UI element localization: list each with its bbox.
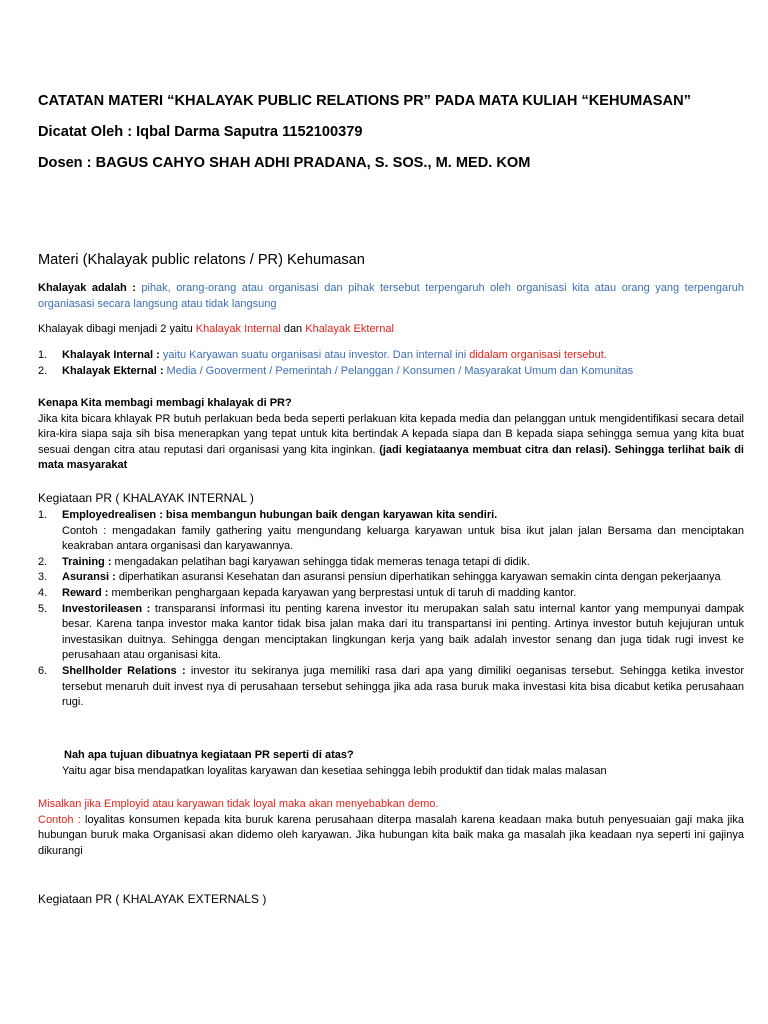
example-block [38, 797, 744, 859]
definition-text: pihak, orang-orang atau organisasi dan pihak tersebut terpengaruh oleh organisasi kita atau orang yang terpengaruh organiasasi secara langsung atau tidak langsung [38, 282, 744, 310]
list-number: 1. [38, 349, 48, 361]
type-text: Media / Gooverment / Pemerintah / Pelanggan / Konsumen / Masyarakat Umum dan Komunitas [163, 364, 634, 377]
types-list [38, 348, 744, 379]
lecturer-line: Dosen : BAGUS CAHYO SHAH ADHI PRADANA, S. SOS., M. MED. KOM [38, 155, 531, 171]
list-number: 3. [38, 571, 48, 584]
activity-example: Contoh : mengadakan family gathering yaitu mengundang keluarga karyawan untuk bisa ikut jalan jalan Bersama dan menciptakan keakraban antara organisasi dan karyawannya. [62, 524, 744, 553]
document-title: CATATAN MATERI “KHALAYAK PUBLIC RELATIONS PR” PADA MATA KULIAH “KEHUMASAN” [38, 93, 691, 109]
why-question: Kenapa Kita membagi membagi khalayak di PR? [38, 397, 292, 409]
division-external: Khalayak Ekternal [305, 323, 394, 335]
division-paragraph [38, 322, 744, 338]
type-text: yaitu Karyawan suatu organisasi atau investor. Dan internal ini [159, 349, 470, 361]
why-paragraph [38, 396, 744, 474]
division-internal: Khalayak Internal [195, 323, 281, 335]
activity-label: Investorileasen : [62, 602, 151, 615]
example-text: loyalitas konsumen kepada kita buruk karena perusahaan diterpa masalah karena keadaan maka butuh penyesuaian gaji maka jika hubungan buruk maka Organisasi akan didemo oleh karyawan. Jika hubungan kita baik maka ga masalah jika keadaan nya seperti ini gajinya dikurangi [38, 813, 744, 857]
list-item [38, 508, 744, 555]
purpose-block [64, 748, 744, 779]
external-activities-title: Kegiataan PR ( KHALAYAK EXTERNALS ) [38, 892, 267, 906]
list-number: 1. [38, 509, 48, 521]
list-number: 2. [38, 555, 48, 568]
purpose-answer: Yaitu agar bisa mendapatkan loyalitas karyawan dan kesetiaa sehingga lebih produktif dan tidak malas malasan [62, 764, 607, 777]
division-and: dan [280, 323, 306, 335]
activity-text: memberikan penghargaan kepada karyawan yang berprestasi untuk di taruh di madding kantor. [108, 586, 577, 599]
activity-label: Training : [62, 555, 112, 568]
internal-activities-list [38, 508, 744, 711]
activity-text: diperhatikan asuransi Kesehatan dan asuransi pensiun diperhatikan sehingga karyawan semakin cinta dengan pekerjaanya [115, 571, 721, 584]
activity-label: Employedrealisen : bisa membangun hubungan baik dengan karyawan kita sendiri. [62, 509, 498, 521]
author-line: Dicatat Oleh : Iqbal Darma Saputra 1152100379 [38, 124, 363, 140]
definition-label: Khalayak adalah : [38, 282, 136, 294]
activity-label: Asuransi : [62, 571, 116, 584]
list-item [38, 348, 744, 364]
example-warning: Misalkan jika Employid atau karyawan tidak loyal maka akan menyebabkan demo. [38, 798, 439, 810]
list-item [38, 586, 744, 602]
list-number: 5. [38, 602, 48, 615]
list-item [38, 570, 744, 586]
internal-activities-title: Kegiataan PR ( KHALAYAK INTERNAL ) [38, 491, 254, 505]
activity-text: mengadakan pelatihan bagi karyawan sehingga tidak memeras tenaga tetapi di didik. [111, 555, 530, 568]
activity-text: transparansi informasi itu penting karena investor itu merupakan salah satu internal kantor yang mempunyai dampak besar. Karena tanpa investor maka kantor tidak bisa jalan maka dari itu transpartansi ini penting. Artinya investor butuh kejujuran untuk investasikan duitnya. Sehingga dengan menciptakan lingkungan kerja yang baik adalah investor senang dan juga tidak rugi invest ke perusahaan atau organisasi kita. [62, 602, 744, 662]
type-label: Khalayak Ekternal : [62, 364, 164, 377]
activity-label: Reward : [62, 586, 109, 599]
list-item [38, 602, 744, 664]
example-label: Contoh : [38, 813, 81, 826]
type-highlight: didalam organisasi tersebut. [469, 349, 607, 361]
section-title: Materi (Khalayak public relatons / PR) Kehumasan [38, 252, 365, 268]
why-answer [38, 412, 744, 474]
list-item [38, 555, 744, 571]
activity-label: Shellholder Relations : [62, 664, 186, 677]
why-answer-text: Jika kita bicara khlayak PR butuh perlakuan beda beda seperti perlakuan kita kepada media dan pelanggan untuk mengidentifikasi secara detail kira-kira siapa saja sih bisa menerapkan yang tepat untuk kita bertindak A kepada siapa dan B kepada siapa sehingga semua yang kita buat sesuai dengan citra atau reputasi dari organisasi yang kita inginkan. [38, 412, 744, 456]
list-number: 4. [38, 586, 48, 599]
why-answer-bold: (jadi kegiataanya membuat citra dan relasi). Sehingga terlihat baik di mata masyarakat [38, 443, 744, 472]
example-paragraph [38, 813, 744, 860]
list-item [38, 364, 744, 380]
list-item [38, 664, 744, 711]
list-number: 6. [38, 664, 48, 677]
list-number: 2. [38, 364, 48, 377]
division-prefix: Khalayak dibagi menjadi 2 yaitu [38, 323, 196, 335]
definition-paragraph [38, 281, 744, 312]
activity-text: investor itu sekiranya juga memiliki rasa dari apa yang dimiliki oeganisas tersebut. Sehingga ketika investor tersebut menaruh duit invest nya di perusahaan tersebut sehingga jika ada rasa buruk maka investasi kita bisa dicabut ketika perusahaan rugi. [62, 664, 744, 709]
type-label: Khalayak Internal : [62, 349, 160, 361]
purpose-question: Nah apa tujuan dibuatnya kegiataan PR seperti di atas? [64, 749, 354, 761]
